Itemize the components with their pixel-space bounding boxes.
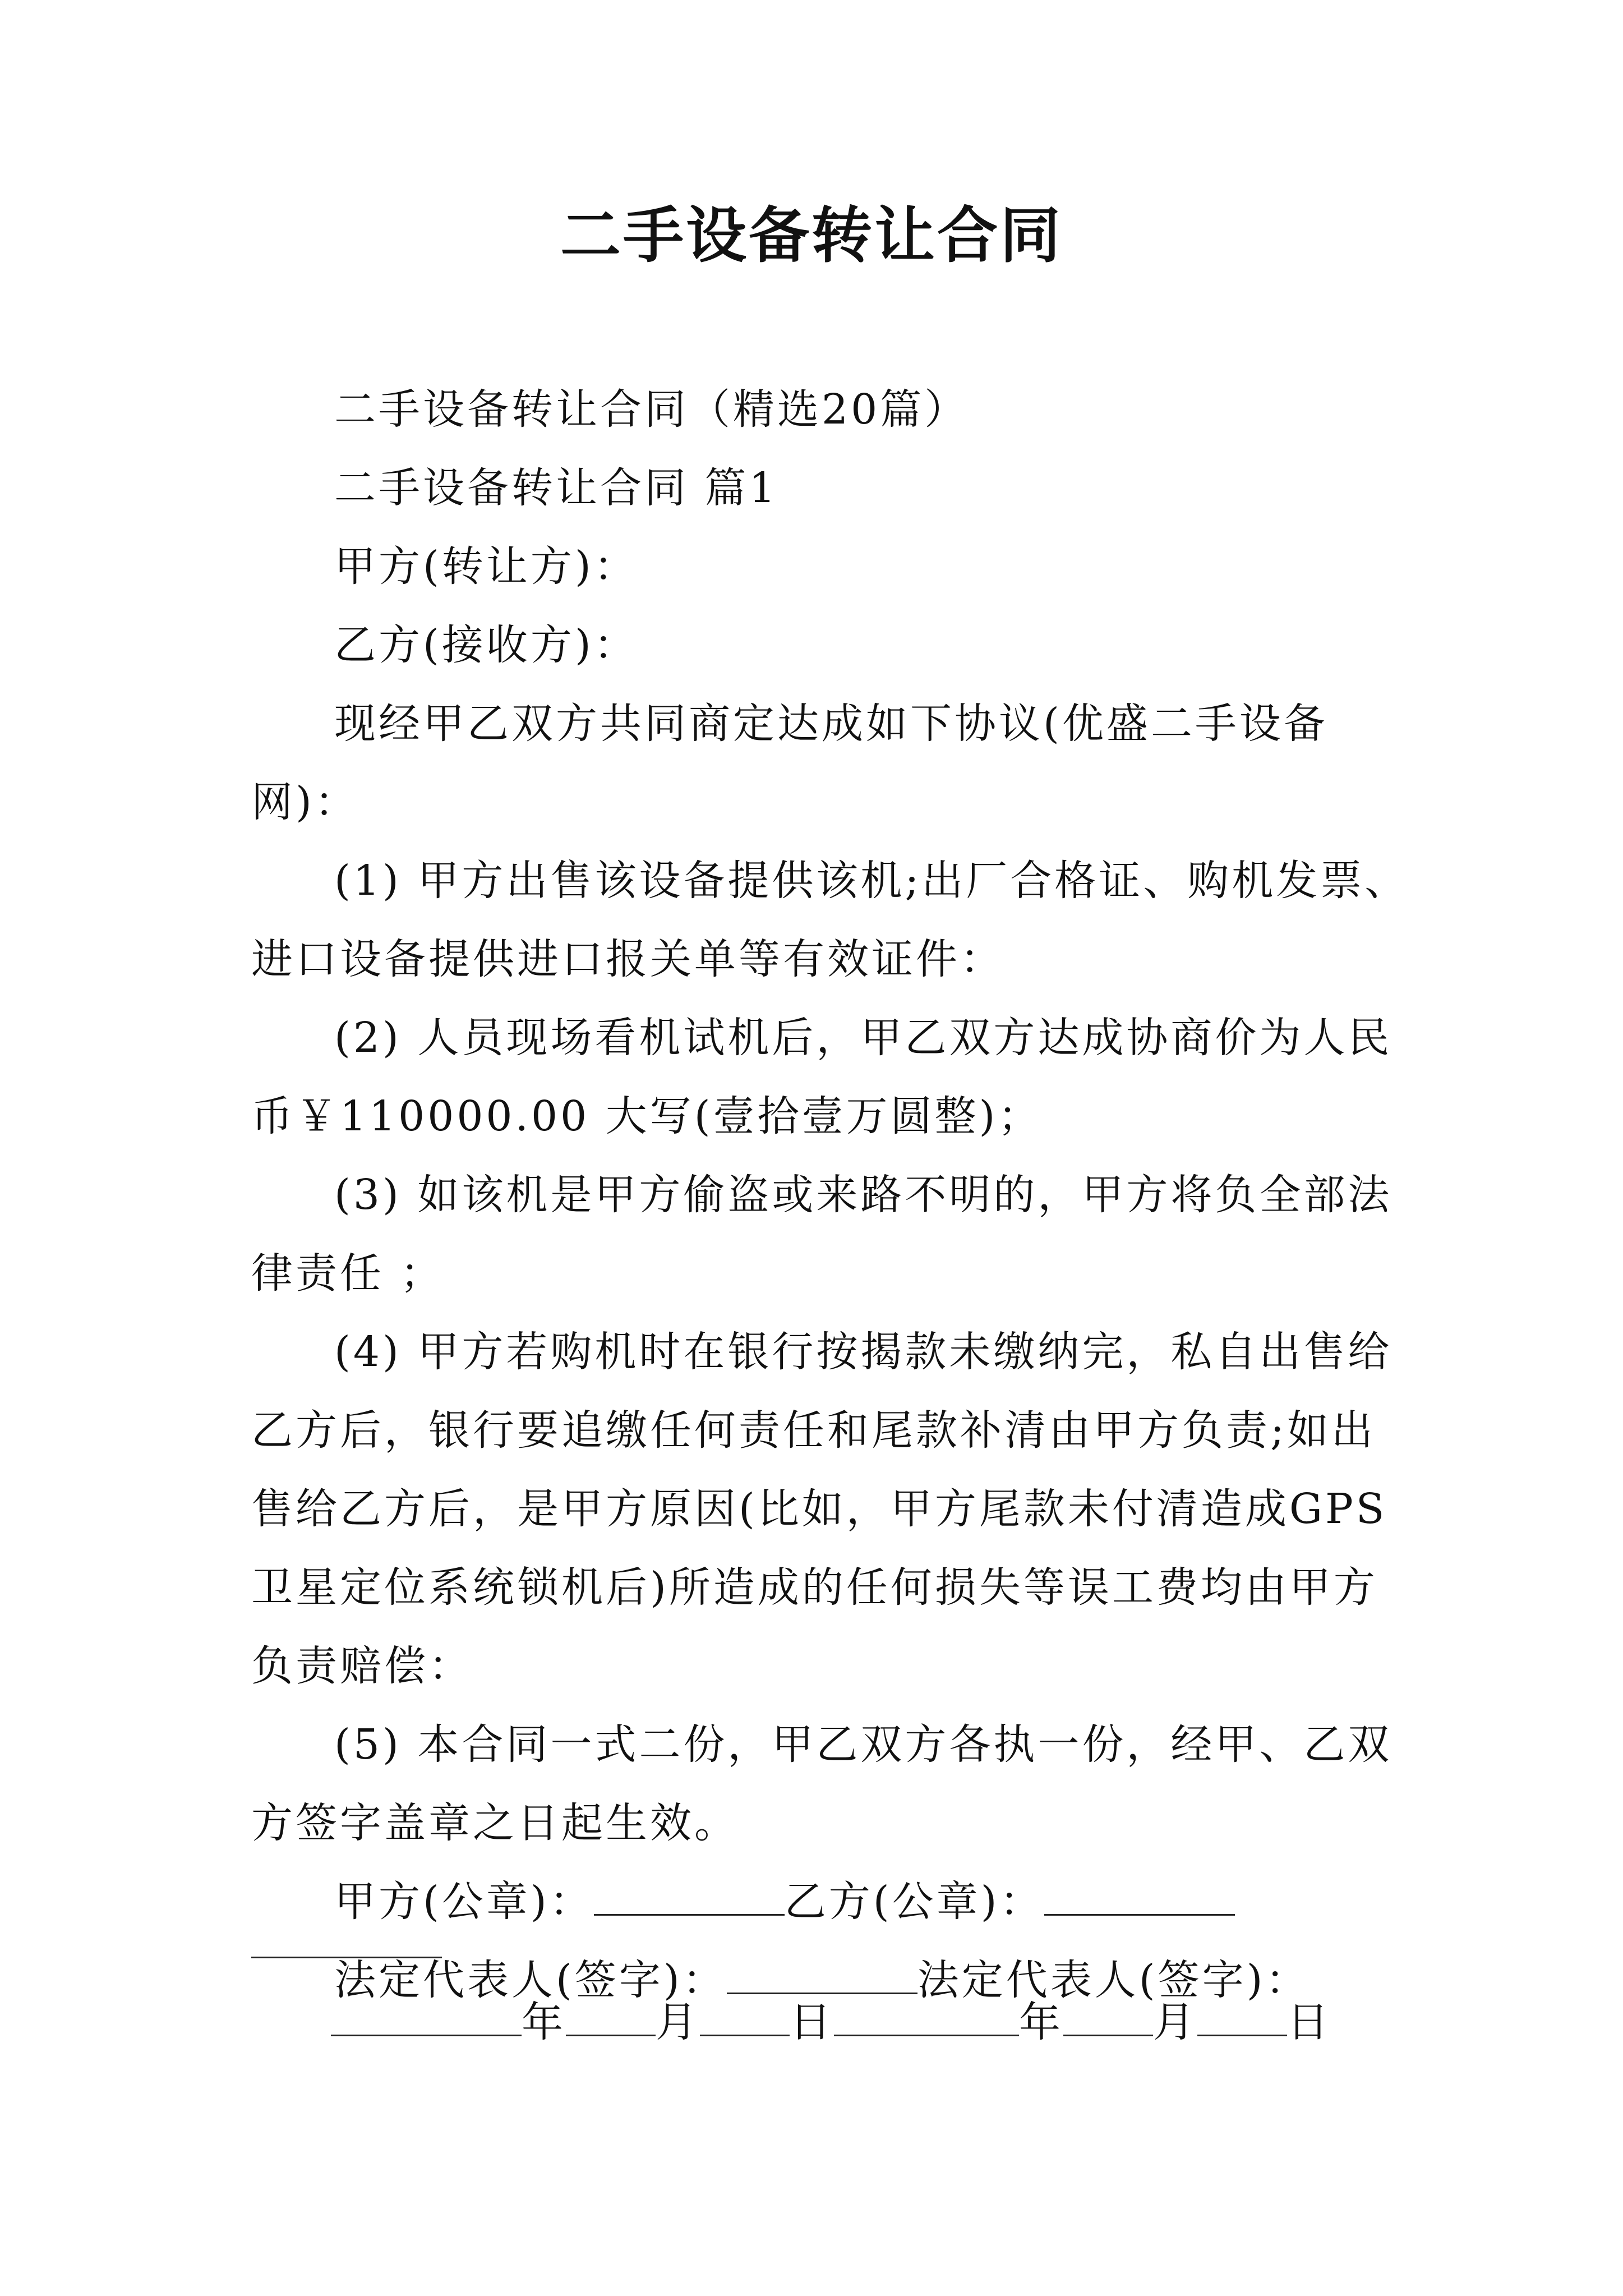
date-a-month-label: 月 xyxy=(656,1998,700,2046)
rep-b-blank xyxy=(251,1957,442,1958)
rep-b-label: 法定代表人(签字)： xyxy=(917,1956,1310,2004)
clause-1: (1) 甲方出售该设备提供该机;出厂合格证、购机发票、进口设备提供进口报关单等有效证件： xyxy=(251,857,1409,983)
date-b-month-blank xyxy=(1063,1995,1153,2036)
document-body xyxy=(251,370,1418,2019)
date-a-day-blank xyxy=(700,1995,790,2036)
rep-a-label: 法定代表人(签字)： xyxy=(334,1956,727,2004)
document-title: 二手设备转让合同 xyxy=(560,200,1063,271)
date-b-day-blank xyxy=(1197,1995,1287,2036)
date-a-year-blank xyxy=(331,1995,522,2036)
seal-line xyxy=(251,1862,1418,1941)
date-a-day-label: 日 xyxy=(790,1998,834,2046)
date-b-month-label: 月 xyxy=(1153,1998,1197,2046)
intro-paragraph: 现经甲乙双方共同商定达成如下协议(优盛二手设备网)： xyxy=(251,700,1328,826)
section-heading: 二手设备转让合同 篇1 xyxy=(334,464,778,512)
date-b-day-label: 日 xyxy=(1287,1998,1331,2046)
seal-b-blank xyxy=(1044,1875,1235,1916)
clause-4: (4) 甲方若购机时在银行按揭款未缴纳完，私自出售给乙方后，银行要追缴任何责任和尾款补清由甲方负责;如出售给乙方后，是甲方原因(比如，甲方尾款未付清造成GPS卫星定位系统锁机后)所造成的任何损失等误工费均由甲方负责赔偿： xyxy=(251,1328,1393,1690)
date-line xyxy=(331,1983,1331,2062)
date-b-year-blank xyxy=(834,1995,1019,2036)
date-a-year-label: 年 xyxy=(522,1998,566,2046)
date-b-year-label: 年 xyxy=(1019,1998,1063,2046)
party-a-line: 甲方(转让方)： xyxy=(334,542,638,591)
clause-2: (2) 人员现场看机试机后，甲乙双方达成协商价为人民币￥110000.00 大写(壹拾壹万圆整)； xyxy=(251,1014,1393,1140)
party-b-line: 乙方(接收方)： xyxy=(334,621,638,669)
clause-5: (5) 本合同一式二份，甲乙双方各执一份，经甲、乙双方签字盖章之日起生效。 xyxy=(251,1720,1393,1847)
seal-a-label: 甲方(公章)： xyxy=(334,1878,594,1926)
date-a-month-blank xyxy=(566,1995,656,2036)
seal-b-label: 乙方(公章)： xyxy=(784,1878,1044,1926)
seal-a-blank xyxy=(594,1875,785,1916)
clause-3: (3) 如该机是甲方偷盗或来路不明的，甲方将负全部法律责任 ； xyxy=(251,1171,1393,1297)
document-subtitle: 二手设备转让合同（精选20篇） xyxy=(334,385,969,434)
